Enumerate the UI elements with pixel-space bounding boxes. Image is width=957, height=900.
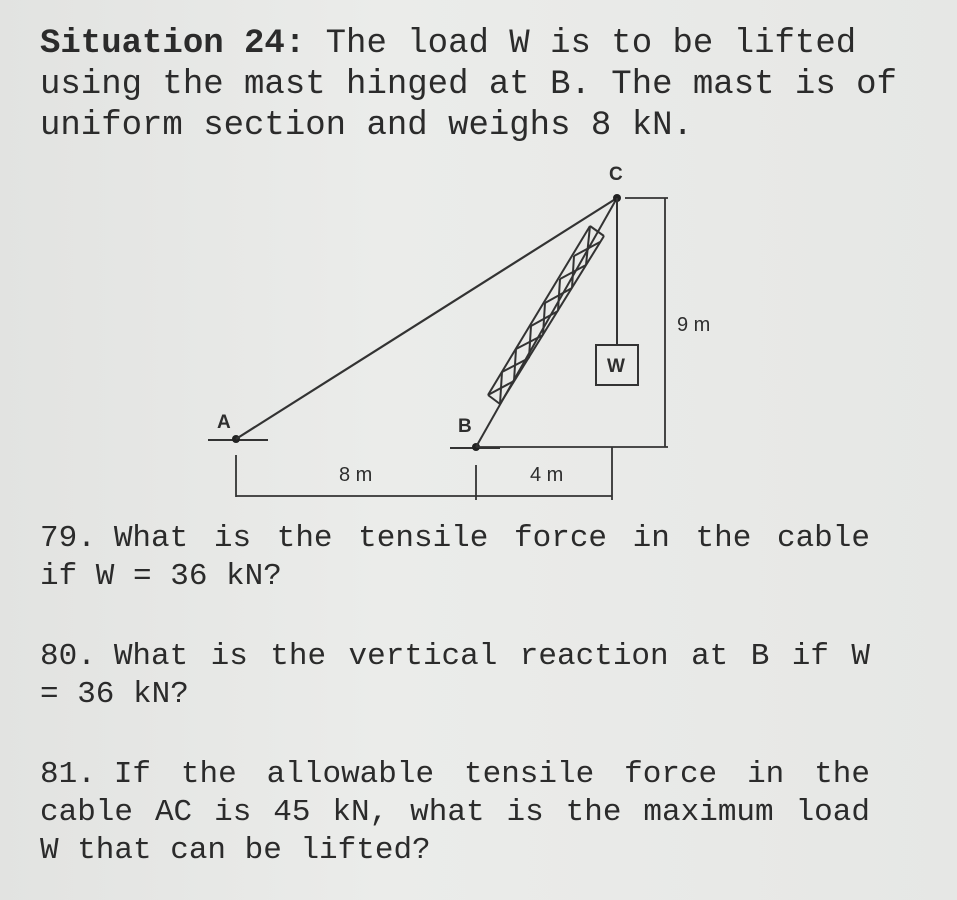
mast-bc — [476, 198, 617, 447]
label-c: C — [609, 164, 623, 185]
label-w: W — [607, 356, 625, 377]
situation-text: The load W is to be lifted using the mast hinged at B. The mast is of uniform section and weighs 8 kN. — [40, 25, 897, 145]
cable-ac — [236, 198, 617, 439]
question-number: 79. — [40, 521, 96, 556]
dimension-4m: 4 m — [530, 464, 564, 486]
question-80 — [40, 638, 870, 714]
dimension-9m: 9 m — [677, 314, 711, 336]
dimension-lines — [236, 198, 668, 500]
question-text: What is the vertical reaction at B if W = 36 kN? — [40, 639, 870, 712]
label-b: B — [458, 416, 472, 437]
situation-title: Situation 24 — [40, 25, 285, 63]
question-number: 81. — [40, 757, 96, 792]
question-text: What is the tensile force in the cable if W = 36 kN? — [40, 521, 870, 594]
question-79 — [40, 520, 870, 596]
dimension-8m: 8 m — [339, 464, 373, 486]
label-a: A — [217, 412, 231, 433]
question-text: If the allowable tensile force in the cable AC is 45 kN, what is the maximum load W that can be lifted? — [40, 757, 870, 868]
situation-colon: : — [284, 25, 326, 63]
question-81 — [40, 756, 870, 870]
question-number: 80. — [40, 639, 96, 674]
